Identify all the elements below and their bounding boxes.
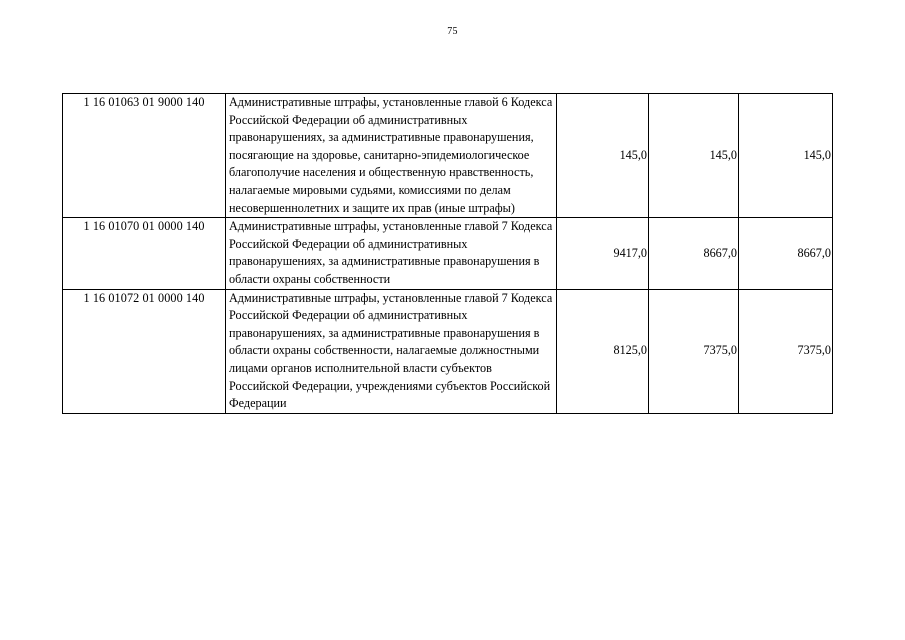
amount-cell-year-3: 7375,0 xyxy=(739,289,833,413)
table-row xyxy=(63,218,833,289)
budget-code-cell: 1 16 01070 01 0000 140 xyxy=(63,218,226,289)
amount-cell-year-3: 8667,0 xyxy=(739,218,833,289)
amount-cell-year-1: 9417,0 xyxy=(557,218,649,289)
table-row xyxy=(63,94,833,218)
amount-cell-year-2: 7375,0 xyxy=(649,289,739,413)
description-cell: Административные штрафы, установленные главой 7 Кодекса Российской Федерации об административных правонарушениях, за административные правонарушения в области охраны собственности xyxy=(226,218,557,289)
table-row xyxy=(63,289,833,413)
amount-cell-year-1: 145,0 xyxy=(557,94,649,218)
amount-cell-year-2: 145,0 xyxy=(649,94,739,218)
description-cell: Административные штрафы, установленные главой 7 Кодекса Российской Федерации об административных правонарушениях, за административные правонарушения в области охраны собственности, налагаемые должностными лицами органов исполнительной власти субъектов Российской Федерации, учреждениями субъектов Российской Федерации xyxy=(226,289,557,413)
amount-cell-year-2: 8667,0 xyxy=(649,218,739,289)
page-number: 75 xyxy=(447,26,458,37)
revenue-table xyxy=(62,93,833,414)
amount-cell-year-1: 8125,0 xyxy=(557,289,649,413)
budget-code-cell: 1 16 01072 01 0000 140 xyxy=(63,289,226,413)
amount-cell-year-3: 145,0 xyxy=(739,94,833,218)
budget-code-cell: 1 16 01063 01 9000 140 xyxy=(63,94,226,218)
description-cell: Административные штрафы, установленные главой 6 Кодекса Российской Федерации об административных правонарушениях, за административные правонарушения, посягающие на здоровье, санитарно-эпидемиологическое благополучие населения и общественную нравственность, налагаемые мировыми судьями, комиссиями по делам несовершеннолетних и защите их прав (иные штрафы) xyxy=(226,94,557,218)
